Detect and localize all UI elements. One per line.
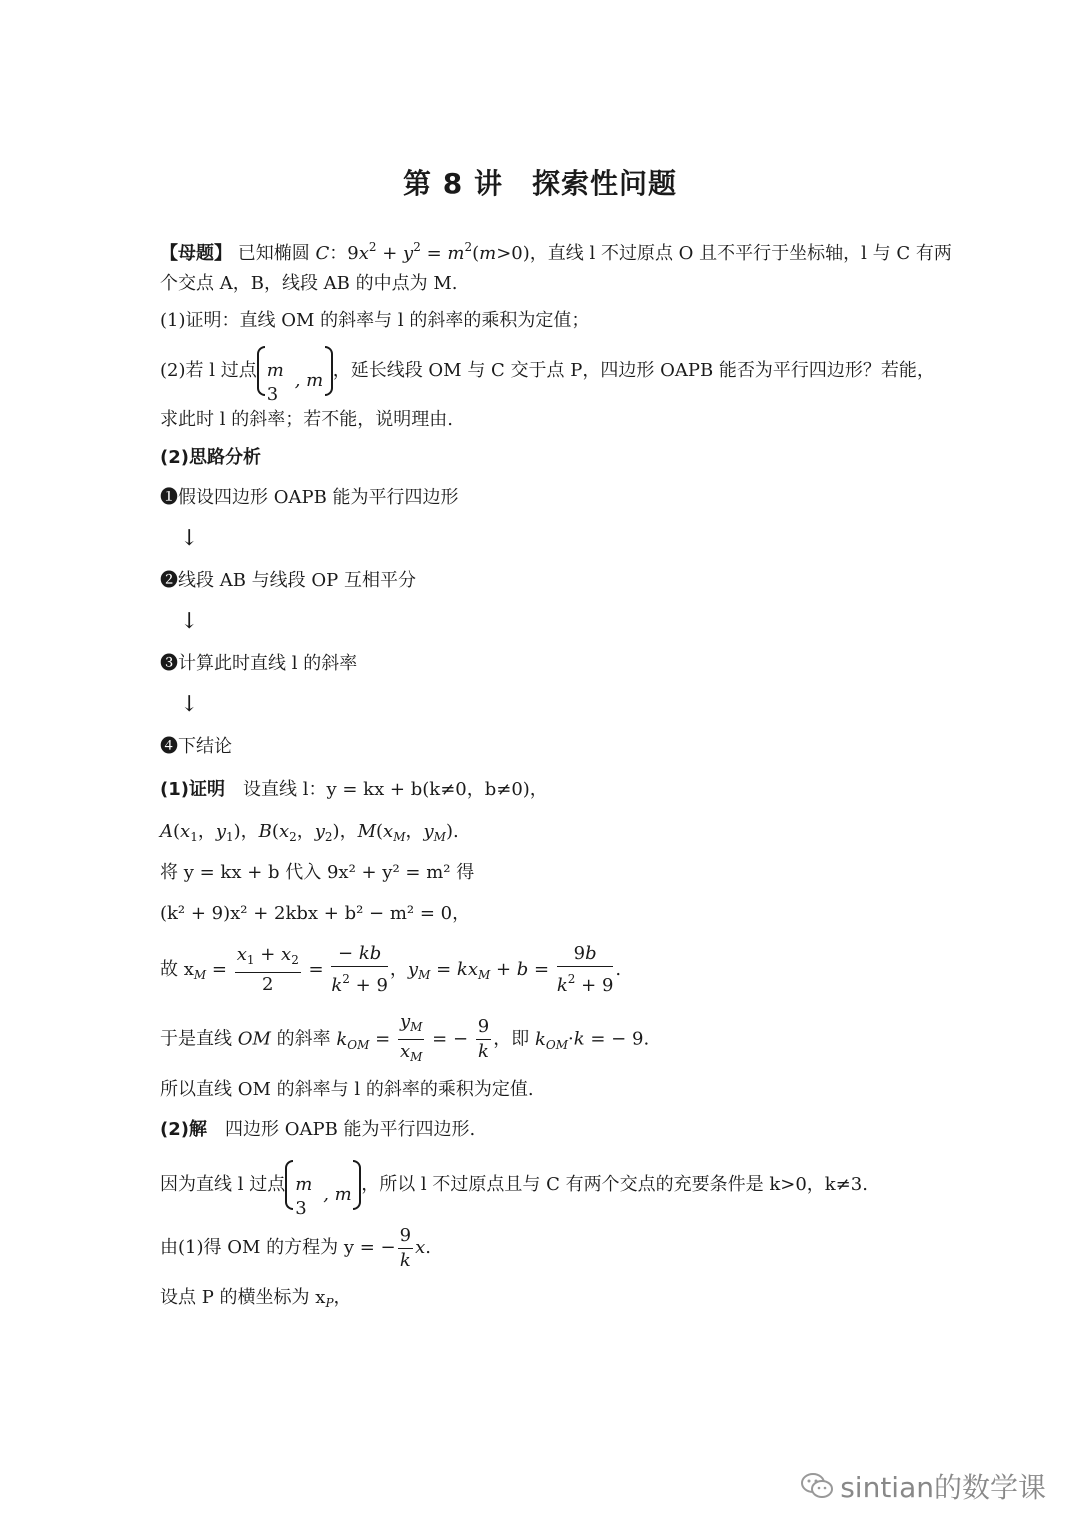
point-bracket-2: m 3 , m <box>285 1160 361 1210</box>
watermark <box>800 1466 1046 1506</box>
solution-line-2: 因为直线 l 过点 m 3 , m ，所以 l 不过原点且与 C 有两个交点的充要条件是 k>0，k≠3. <box>160 1160 868 1210</box>
analysis-step-4: ❹下结论 <box>160 736 232 757</box>
problem-line-2: 个交点 A，B，线段 AB 的中点为 M. <box>160 273 458 294</box>
solution-line-1: (2)解 四边形 OAPB 能为平行四边形. <box>160 1119 476 1140</box>
wechat-icon <box>800 1471 834 1501</box>
problem-part-2: (2)若 l 过点 m 3 , m ，延长线段 OM 与 C 交于点 P，四边形 OAPB 能否为平行四边形？若能， <box>160 346 935 396</box>
problem-line-1: 【母题】 已知椭圆 C：$9x^2 + y^2 = m^2(m>0)$，直线 l 不过原点 O 且不平行于坐标轴，l 与 C 有两 <box>160 240 952 264</box>
proof-label: (1)证明 <box>160 779 225 800</box>
proof-line-3: 将 y = kx + b 代入 9x² + y² = m² 得 <box>160 862 475 883</box>
point-bracket: m 3 , m <box>257 346 333 396</box>
proof-line-2: $A(x_1$，$y_1$)，$B(x_2$，$y_2$)，$M(x_M$，$y_M$). <box>160 821 459 844</box>
flow-arrow-1: ↓ <box>180 526 199 551</box>
problem-part-1: (1)证明：直线 OM 的斜率与 l 的斜率的乘积为定值； <box>160 310 590 331</box>
analysis-step-1: ❶假设四边形 OAPB 能为平行四边形 <box>160 487 459 508</box>
solution-label: (2)解 <box>160 1119 207 1140</box>
solution-line-3: 由(1)得 OM 的方程为 y = − $\frac{9}{k}$ x. <box>160 1224 431 1271</box>
flow-arrow-3: ↓ <box>180 692 199 717</box>
analysis-step-2: ❷线段 AB 与线段 OP 互相平分 <box>160 570 416 591</box>
lecture-title: 第 8 讲 探索性问题 <box>403 167 677 200</box>
problem-tag: 【母题】 <box>160 243 232 264</box>
proof-line-7: 所以直线 OM 的斜率与 l 的斜率的乘积为定值. <box>160 1079 534 1100</box>
analysis-step-3: ❸计算此时直线 l 的斜率 <box>160 653 358 674</box>
watermark-text: sintian的数学课 <box>840 1471 1046 1504</box>
solution-line-4: 设点 P 的横坐标为 $x_P$， <box>160 1287 352 1310</box>
flow-arrow-2: ↓ <box>180 609 199 634</box>
analysis-heading: (2)思路分析 <box>160 447 261 468</box>
problem-part-2-cont: 求此时 l 的斜率；若不能，说明理由. <box>160 409 453 430</box>
proof-line-1: (1)证明 设直线 l：y = kx + b(k≠0，b≠0)， <box>160 779 548 800</box>
proof-line-6: 于是直线 OM 的斜率 $k_{OM}$ = $\frac{y_M}{x_M}$ = − $\frac{9}{k}$ ，即 $k_{OM}\cdot k$ = − 9. <box>160 1011 650 1064</box>
proof-line-5: 故 $x_M$ = $\frac{x_1 + x_2}{2}$ = $\frac{- kb}{k^2 + 9}$ ，$y_M = kx_M + b$ = $\frac{9b}{k^2 + 9}$ . <box>160 943 622 996</box>
proof-line-4: (k² + 9)x² + 2kbx + b² − m² = 0， <box>160 903 471 924</box>
